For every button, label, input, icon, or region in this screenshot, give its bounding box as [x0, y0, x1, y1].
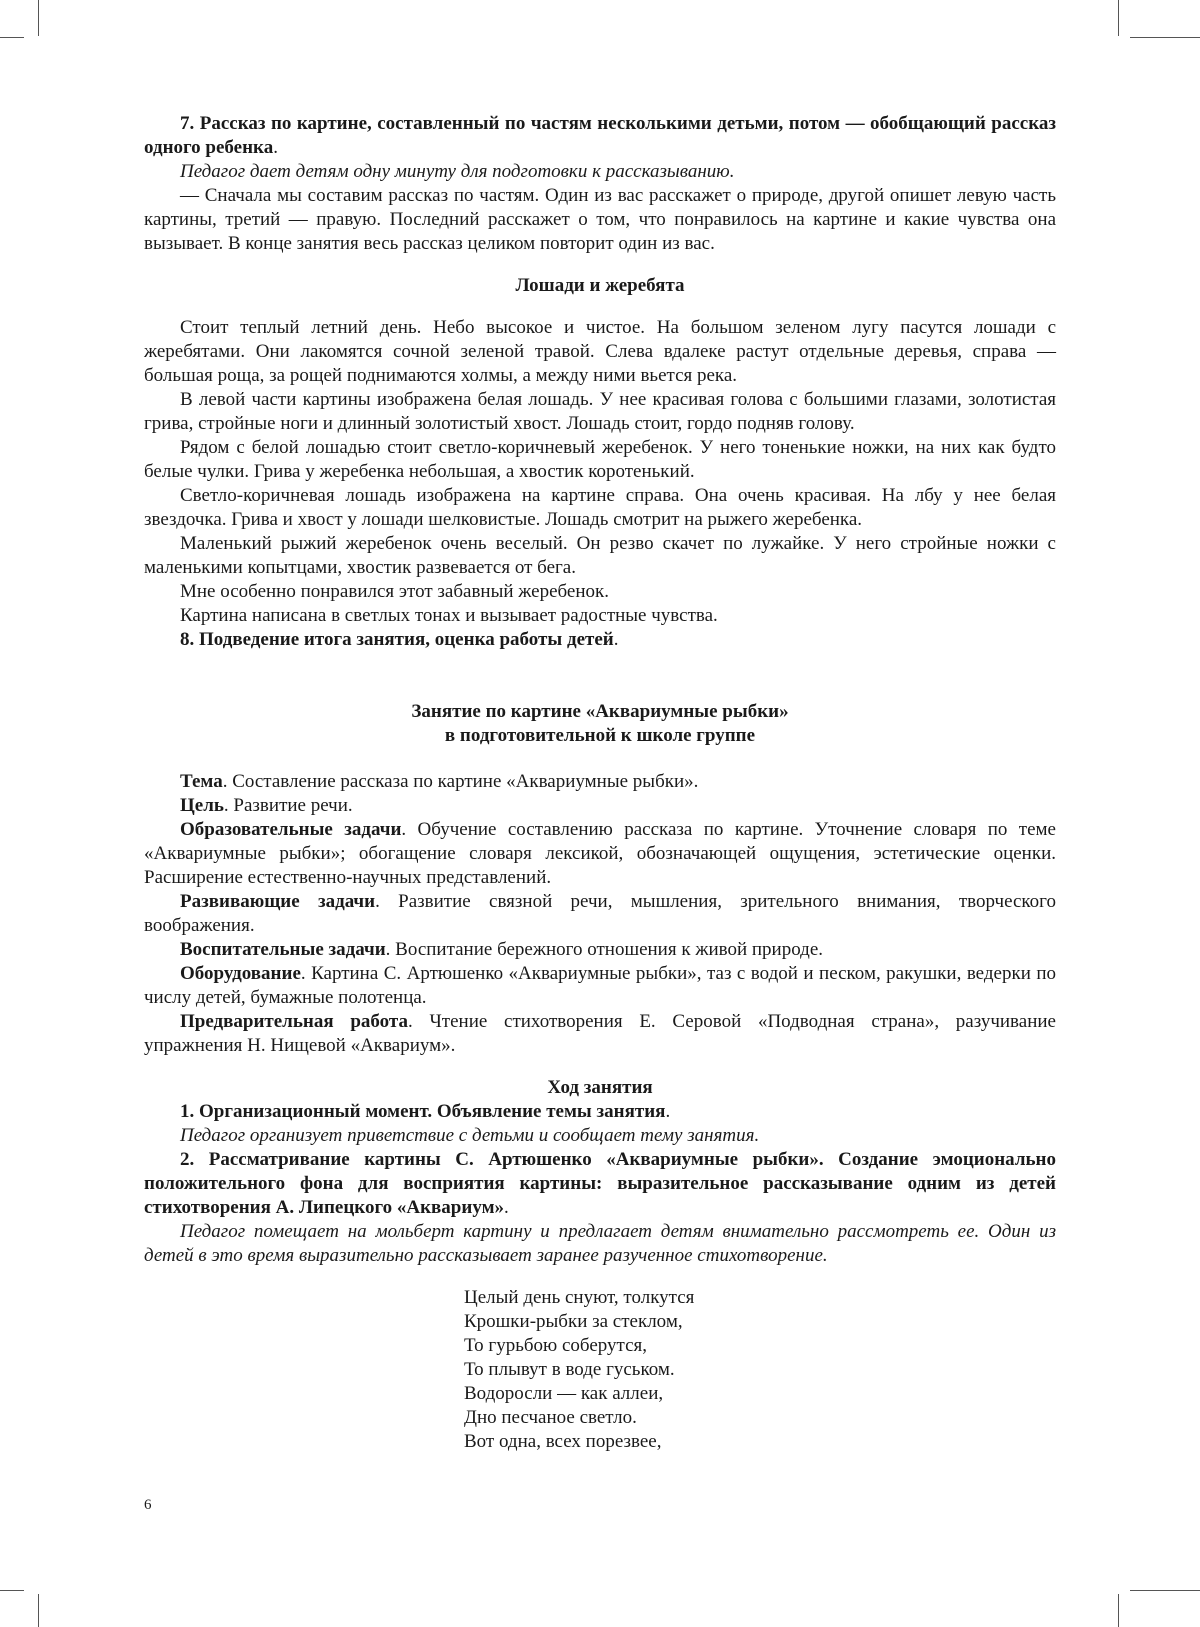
course-title: Ход занятия [547, 1077, 653, 1098]
poem-line: Дно песчаное светло. [464, 1407, 637, 1428]
step-1-heading: 1. Организационный момент. Объявление темы занятия. [180, 1101, 671, 1122]
story-title: Лошади и жеребята [515, 275, 685, 296]
lesson-item-equipment: Оборудование. Картина С. Артюшенко «Аквариумные рыбки», таз с водой и песком, ракушки, ведерки по числу детей, бумажные полотенца. [144, 963, 1056, 1008]
lesson-item-developmental-tasks: Развивающие задачи. Развитие связной речи, мышления, зрительного внимания, творческого воображения. [144, 891, 1056, 936]
crop-mark [38, 0, 39, 36]
poem [464, 1286, 1056, 1454]
crop-mark [0, 1590, 24, 1591]
page-body [144, 112, 1056, 1454]
lesson-item-educational-tasks: Образовательные задачи. Обучение составлению рассказа по картине. Уточнение словаря по теме «Аквариумные рыбки»; обогащение словаря лексикой, обозначающей ощущения, эстетические оценки. Расширение естественно-научных представлений. [144, 819, 1056, 888]
crop-mark [38, 1594, 39, 1627]
step-2-heading: 2. Рассматривание картины С. Артюшенко «Аквариумные рыбки». Создание эмоционально положительного фона для восприятия картины: выразительное рассказывание одним из детей стихотворения А. Липецкого «Аквариум». [144, 1149, 1056, 1218]
lesson-title: Занятие по картине «Аквариумные рыбки» в подготовительной к школе группе [411, 701, 789, 746]
crop-mark [1118, 1594, 1119, 1627]
story-paragraph: Маленький рыжий жеребенок очень веселый. Он резво скачет по лужайке. У него стройные ножки с маленькими копытцами, хвостик развевается от бега. [144, 533, 1056, 578]
lesson-item-upbringing-tasks: Воспитательные задачи. Воспитание бережного отношения к живой природе. [180, 939, 824, 960]
story-paragraph: Светло-коричневая лошадь изображена на картине справа. Она очень красивая. На лбу у нее белая звездочка. Грива и хвост у лошади шелковистые. Лошадь смотрит на рыжего жеребенка. [144, 485, 1056, 530]
section-8-heading: 8. Подведение итога занятия, оценка работы детей. [180, 629, 619, 650]
lesson-item-goal: Цель. Развитие речи. [180, 795, 353, 816]
lesson-item-topic: Тема. Составление рассказа по картине «Аквариумные рыбки». [180, 771, 699, 792]
poem-line: Целый день снуют, толкутся [464, 1287, 695, 1308]
step-1-instruction: Педагог организует приветствие с детьми и сообщает тему занятия. [180, 1125, 760, 1146]
story-paragraph: Картина написана в светлых тонах и вызывает радостные чувства. [180, 605, 718, 626]
crop-mark [0, 37, 24, 38]
story-paragraph: Мне особенно понравился этот забавный жеребенок. [180, 581, 610, 602]
poem-line: Вот одна, всех порезвее, [464, 1431, 662, 1452]
step-2-instruction: Педагог помещает на мольберт картину и предлагает детям внимательно рассмотреть ее. Один из детей в это время выразительно рассказывает заранее разученное стихотворение. [144, 1221, 1056, 1266]
poem-line: Крошки-рыбки за стеклом, [464, 1311, 683, 1332]
section-7-speech: — Сначала мы составим рассказ по частям. Один из вас расскажет о природе, другой опишет левую часть картины, третий — правую. Последний расскажет о том, что понравилось на картине и какие чувства она вызывает. В конце занятия весь рассказ целиком повторит один из вас. [144, 185, 1056, 254]
poem-line: То плывут в воде гуськом. [464, 1359, 675, 1380]
story-paragraph: Стоит теплый летний день. Небо высокое и чистое. На большом зеленом лугу пасутся лошади с жеребятами. Они лакомятся сочной зеленой травой. Слева вдалеке растут отдельные деревья, справа — большая роща, за рощей поднимаются холмы, а между ними вьется река. [144, 317, 1056, 386]
lesson-item-preliminary-work: Предварительная работа. Чтение стихотворения Е. Серовой «Подводная страна», разучивание упражнения Н. Нищевой «Аквариум». [144, 1011, 1056, 1056]
story-paragraph: В левой части картины изображена белая лошадь. У нее красивая голова с большими глазами, золотистая грива, стройные ноги и длинный золотистый хвост. Лошадь стоит, гордо подняв голову. [144, 389, 1056, 434]
page-number: 6 [144, 1497, 152, 1513]
section-7-instruction: Педагог дает детям одну минуту для подготовки к рассказыванию. [180, 161, 735, 182]
section-7-heading: 7. Рассказ по картине, составленный по частям несколькими детьми, потом — обобщающий рассказ одного ребенка. [144, 113, 1056, 158]
poem-line: Водоросли — как аллеи, [464, 1383, 664, 1404]
crop-mark [1118, 0, 1119, 36]
story-paragraph: Рядом с белой лошадью стоит светло-коричневый жеребенок. У него тоненькие ножки, на них как будто белые чулки. Грива у жеребенка небольшая, а хвостик коротенький. [144, 437, 1056, 482]
crop-mark [1130, 37, 1200, 38]
poem-line: То гурьбою соберутся, [464, 1335, 647, 1356]
crop-mark [1130, 1590, 1200, 1591]
